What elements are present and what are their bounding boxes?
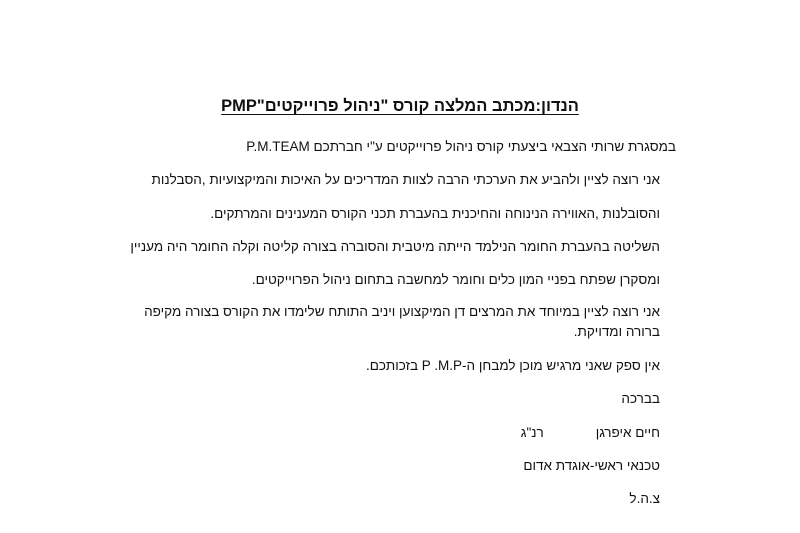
letter-line-1: במסגרת שרותי הצבאי ביצעתי קורס ניהול פרוייקטים ע"י חברתכם P.M.TEAM (246, 139, 676, 154)
signature-rank: רנ"ג (520, 425, 544, 440)
letter-line-6: אני רוצה לציין במיוחד את המרצים דן המיקצוען ויניב התותח שלימדו את הקורס בצורה מקיפה ברורה ומדויקת. (144, 304, 660, 339)
letter-line-7: אין ספק שאני מרגיש מוכן למבחן ה-P .M.P בזכותכם. (365, 358, 660, 373)
signature-name: חיים איפרגן (595, 425, 660, 440)
letter-line-2: אני רוצה לציין ולהביע את הערכתי הרבה לצוות המדריכים על האיכות והמיקצועיות ,הסבלנות (151, 172, 660, 187)
letter-line-3: והסובלנות ,האווירה הנינוחה והחיכנית בהעברת תכני הקורס המענינים והמרתקים. (210, 206, 660, 221)
letter-line-5: ומסקרן שפתח בפניי המון כלים וחומר למחשבה בתחום ניהול הפרוייקטים. (251, 272, 660, 287)
signature-row (521, 424, 660, 442)
letter-closing: בברכה (621, 391, 660, 406)
letter-subject: הנדון:מכתב המלצה קורס "ניהול פרוייקטים"PMP (221, 97, 579, 115)
signature-org: צ.ה.ל (629, 491, 660, 506)
signature-role: טכנאי ראשי-אוגדת אדום (523, 458, 660, 473)
letter-line-4: השליטה בהעברת החומר הנילמד הייתה מיטבית והסוברה בצורה קליטה וקלה החומר היה מעניין (130, 239, 660, 254)
